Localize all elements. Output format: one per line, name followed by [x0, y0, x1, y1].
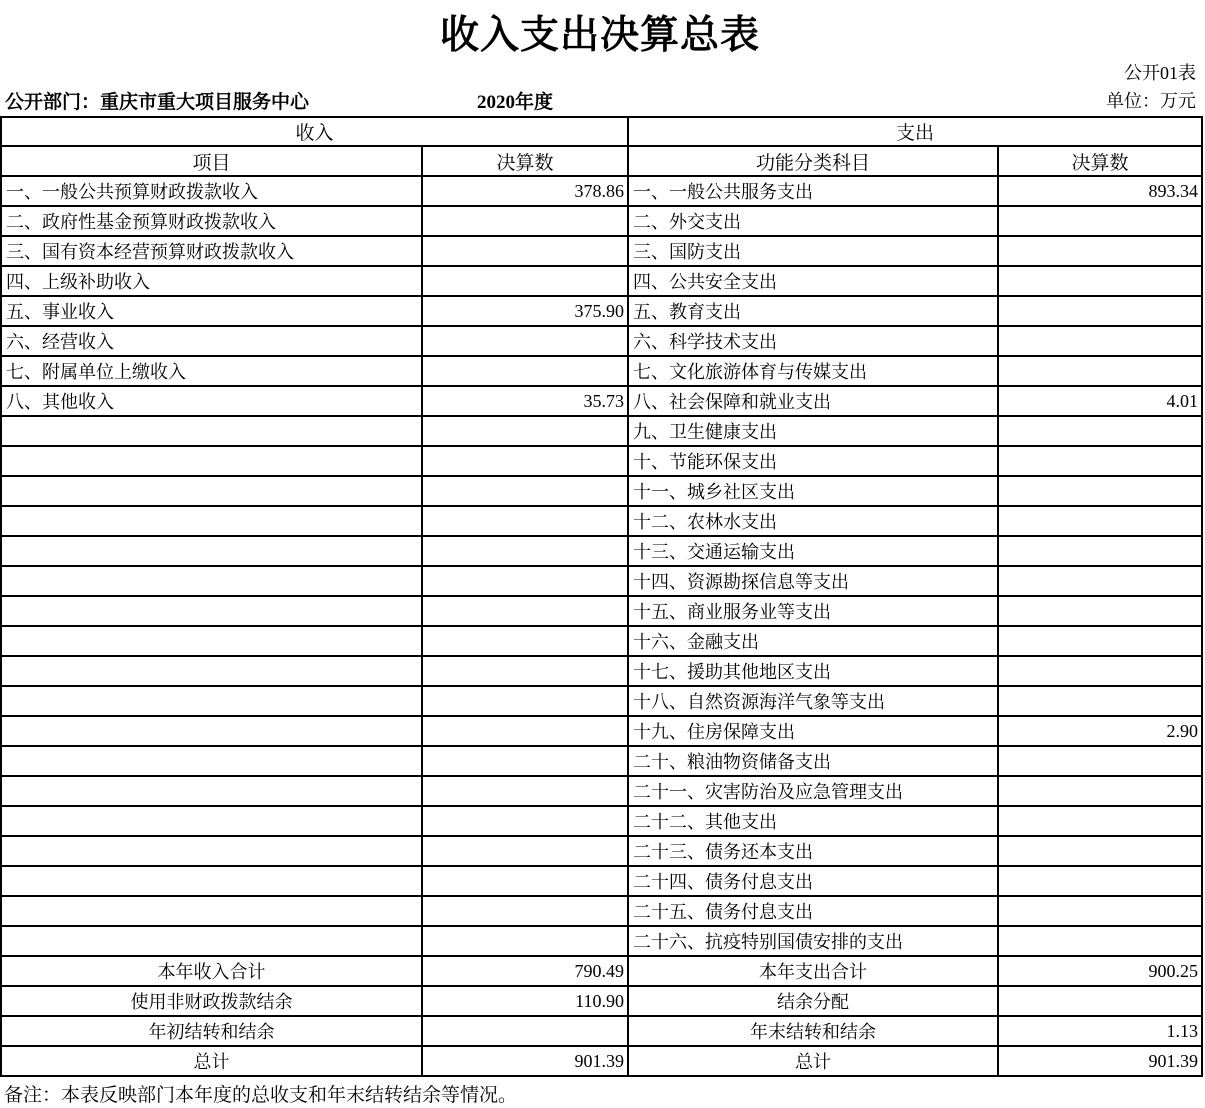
- expense-item-cell: 二、外交支出: [628, 206, 998, 236]
- income-amount-cell: 378.86: [422, 176, 628, 206]
- expense-amount-cell: [998, 656, 1202, 686]
- expense-item-cell: 七、文化旅游体育与传媒支出: [628, 356, 998, 386]
- table-row: [1, 626, 1202, 656]
- expense-item-cell: 五、教育支出: [628, 296, 998, 326]
- income-amount-cell: [422, 266, 628, 296]
- table-row: [1, 536, 1202, 566]
- income-item-cell: [1, 596, 422, 626]
- expense-amount-cell: [998, 836, 1202, 866]
- table-row: [1, 296, 1202, 326]
- expense-amount-cell: [998, 236, 1202, 266]
- expense-item-cell: 四、公共安全支出: [628, 266, 998, 296]
- expense-item-cell: 十一、城乡社区支出: [628, 476, 998, 506]
- expense-item-cell: 三、国防支出: [628, 236, 998, 266]
- income-summary-amount-cell: 790.49: [422, 956, 628, 986]
- income-amount-cell: [422, 626, 628, 656]
- expense-amount-cell: [998, 626, 1202, 656]
- expense-item-cell: 二十三、债务还本支出: [628, 836, 998, 866]
- income-summary-label-cell: 总计: [1, 1046, 422, 1076]
- summary-row: [1, 956, 1202, 986]
- income-item-cell: [1, 776, 422, 806]
- income-amount-cell: [422, 656, 628, 686]
- income-item-cell: [1, 536, 422, 566]
- section-header-row: [1, 117, 1202, 146]
- table-row: [1, 506, 1202, 536]
- department-label: 公开部门：重庆市重大项目服务中心: [5, 92, 310, 113]
- expense-item-cell: 二十六、抗疫特别国债安排的支出: [628, 926, 998, 956]
- income-amount-cell: [422, 536, 628, 566]
- expense-item-cell: 九、卫生健康支出: [628, 416, 998, 446]
- income-amount-cell: 375.90: [422, 296, 628, 326]
- column-header-row: [1, 146, 1202, 176]
- expense-amount-cell: [998, 566, 1202, 596]
- income-summary-label-cell: 使用非财政拨款结余: [1, 986, 422, 1016]
- income-amount-cell: [422, 806, 628, 836]
- expense-amount-cell: [998, 866, 1202, 896]
- expense-item-cell: 二十、粮油物资储备支出: [628, 746, 998, 776]
- income-item-cell: [1, 476, 422, 506]
- expense-item-cell: 八、社会保障和就业支出: [628, 386, 998, 416]
- table-row: [1, 446, 1202, 476]
- note-text: 备注：本表反映部门本年度的总收支和年末结转结余等情况。: [4, 1085, 518, 1106]
- expense-item-cell: 十九、住房保障支出: [628, 716, 998, 746]
- income-item-cell: [1, 866, 422, 896]
- expense-amount-cell: 4.01: [998, 386, 1202, 416]
- unit-label: 单位：万元: [1106, 91, 1196, 111]
- table-row: [1, 866, 1202, 896]
- income-amount-cell: [422, 686, 628, 716]
- expense-amount-cell: [998, 506, 1202, 536]
- expense-amount-column-header: 决算数: [998, 146, 1202, 176]
- table-row: [1, 656, 1202, 686]
- expense-amount-cell: [998, 206, 1202, 236]
- income-amount-cell: [422, 206, 628, 236]
- expense-item-cell: 十四、资源勘探信息等支出: [628, 566, 998, 596]
- income-section-header: 收入: [1, 117, 628, 146]
- income-item-cell: 六、经营收入: [1, 326, 422, 356]
- income-amount-cell: [422, 746, 628, 776]
- income-item-cell: [1, 836, 422, 866]
- expense-amount-cell: 893.34: [998, 176, 1202, 206]
- table-row: [1, 926, 1202, 956]
- income-amount-cell: [422, 476, 628, 506]
- expense-item-cell: 十七、援助其他地区支出: [628, 656, 998, 686]
- income-item-cell: [1, 506, 422, 536]
- income-item-cell: 七、附属单位上缴收入: [1, 356, 422, 386]
- income-item-cell: [1, 926, 422, 956]
- expense-amount-cell: [998, 776, 1202, 806]
- table-row: [1, 416, 1202, 446]
- income-item-cell: 八、其他收入: [1, 386, 422, 416]
- table-row: [1, 326, 1202, 356]
- expense-item-cell: 二十五、债务付息支出: [628, 896, 998, 926]
- table-row: [1, 386, 1202, 416]
- table-body: [1, 176, 1202, 1076]
- expense-amount-cell: [998, 926, 1202, 956]
- expense-amount-cell: [998, 746, 1202, 776]
- expense-item-cell: 十三、交通运输支出: [628, 536, 998, 566]
- expense-summary-label-cell: 总计: [628, 1046, 998, 1076]
- income-amount-cell: [422, 896, 628, 926]
- table-row: [1, 836, 1202, 866]
- expense-item-cell: 二十四、债务付息支出: [628, 866, 998, 896]
- expense-amount-cell: [998, 266, 1202, 296]
- table-row: [1, 716, 1202, 746]
- table-row: [1, 686, 1202, 716]
- expense-amount-cell: [998, 476, 1202, 506]
- income-item-cell: [1, 446, 422, 476]
- income-item-column-header: 项目: [1, 146, 422, 176]
- expense-summary-label-cell: 本年支出合计: [628, 956, 998, 986]
- fiscal-year-label: 2020年度: [477, 92, 554, 113]
- summary-row: [1, 986, 1202, 1016]
- summary-row: [1, 1016, 1202, 1046]
- income-item-cell: [1, 566, 422, 596]
- income-item-cell: 二、政府性基金预算财政拨款收入: [1, 206, 422, 236]
- income-item-cell: [1, 686, 422, 716]
- table-row: [1, 776, 1202, 806]
- income-amount-column-header: 决算数: [422, 146, 628, 176]
- expense-item-cell: 六、科学技术支出: [628, 326, 998, 356]
- income-amount-cell: [422, 566, 628, 596]
- income-amount-cell: [422, 416, 628, 446]
- expense-summary-label-cell: 结余分配: [628, 986, 998, 1016]
- income-amount-cell: [422, 506, 628, 536]
- income-amount-cell: [422, 926, 628, 956]
- expense-amount-cell: [998, 446, 1202, 476]
- income-item-cell: 一、一般公共预算财政拨款收入: [1, 176, 422, 206]
- expense-item-cell: 一、一般公共服务支出: [628, 176, 998, 206]
- income-amount-cell: [422, 776, 628, 806]
- expense-amount-cell: 2.90: [998, 716, 1202, 746]
- income-amount-cell: [422, 356, 628, 386]
- income-amount-cell: [422, 836, 628, 866]
- income-amount-cell: [422, 716, 628, 746]
- table-row: [1, 596, 1202, 626]
- table-row: [1, 896, 1202, 926]
- expense-amount-cell: [998, 356, 1202, 386]
- expense-summary-amount-cell: 1.13: [998, 1016, 1202, 1046]
- income-item-cell: [1, 806, 422, 836]
- income-item-cell: 五、事业收入: [1, 296, 422, 326]
- table-row: [1, 236, 1202, 266]
- income-item-cell: [1, 626, 422, 656]
- expense-amount-cell: [998, 596, 1202, 626]
- expense-item-cell: 二十二、其他支出: [628, 806, 998, 836]
- income-amount-cell: [422, 326, 628, 356]
- income-amount-cell: [422, 866, 628, 896]
- page-title: 收入支出决算总表: [439, 14, 760, 57]
- expense-amount-cell: [998, 326, 1202, 356]
- income-item-cell: 三、国有资本经营预算财政拨款收入: [1, 236, 422, 266]
- table-row: [1, 206, 1202, 236]
- expense-amount-cell: [998, 416, 1202, 446]
- expense-amount-cell: [998, 806, 1202, 836]
- expense-amount-cell: [998, 536, 1202, 566]
- income-summary-amount-cell: 901.39: [422, 1046, 628, 1076]
- table-row: [1, 356, 1202, 386]
- expense-section-header: 支出: [628, 117, 1202, 146]
- income-item-cell: [1, 896, 422, 926]
- expense-amount-cell: [998, 296, 1202, 326]
- income-item-cell: [1, 716, 422, 746]
- expense-summary-amount-cell: 901.39: [998, 1046, 1202, 1076]
- table-row: [1, 266, 1202, 296]
- income-amount-cell: [422, 596, 628, 626]
- expense-item-cell: 十八、自然资源海洋气象等支出: [628, 686, 998, 716]
- expense-item-cell: 十二、农林水支出: [628, 506, 998, 536]
- expense-item-cell: 十五、商业服务业等支出: [628, 596, 998, 626]
- income-amount-cell: [422, 446, 628, 476]
- table-row: [1, 476, 1202, 506]
- income-item-cell: 四、上级补助收入: [1, 266, 422, 296]
- income-expense-table: [0, 116, 1203, 1077]
- income-summary-label-cell: 年初结转和结余: [1, 1016, 422, 1046]
- income-amount-cell: 35.73: [422, 386, 628, 416]
- expense-item-cell: 十、节能环保支出: [628, 446, 998, 476]
- table-code-label: 公开01表: [1124, 63, 1196, 83]
- expense-summary-label-cell: 年末结转和结余: [628, 1016, 998, 1046]
- summary-row: [1, 1046, 1202, 1076]
- table-row: [1, 566, 1202, 596]
- expense-item-cell: 二十一、灾害防治及应急管理支出: [628, 776, 998, 806]
- expense-summary-amount-cell: [998, 986, 1202, 1016]
- income-item-cell: [1, 746, 422, 776]
- expense-amount-cell: [998, 896, 1202, 926]
- expense-amount-cell: [998, 686, 1202, 716]
- expense-item-cell: 十六、金融支出: [628, 626, 998, 656]
- table-row: [1, 806, 1202, 836]
- expense-item-column-header: 功能分类科目: [628, 146, 998, 176]
- income-summary-amount-cell: [422, 1016, 628, 1046]
- income-summary-label-cell: 本年收入合计: [1, 956, 422, 986]
- income-amount-cell: [422, 236, 628, 266]
- income-item-cell: [1, 656, 422, 686]
- table-row: [1, 746, 1202, 776]
- table-row: [1, 176, 1202, 206]
- income-summary-amount-cell: 110.90: [422, 986, 628, 1016]
- income-item-cell: [1, 416, 422, 446]
- expense-summary-amount-cell: 900.25: [998, 956, 1202, 986]
